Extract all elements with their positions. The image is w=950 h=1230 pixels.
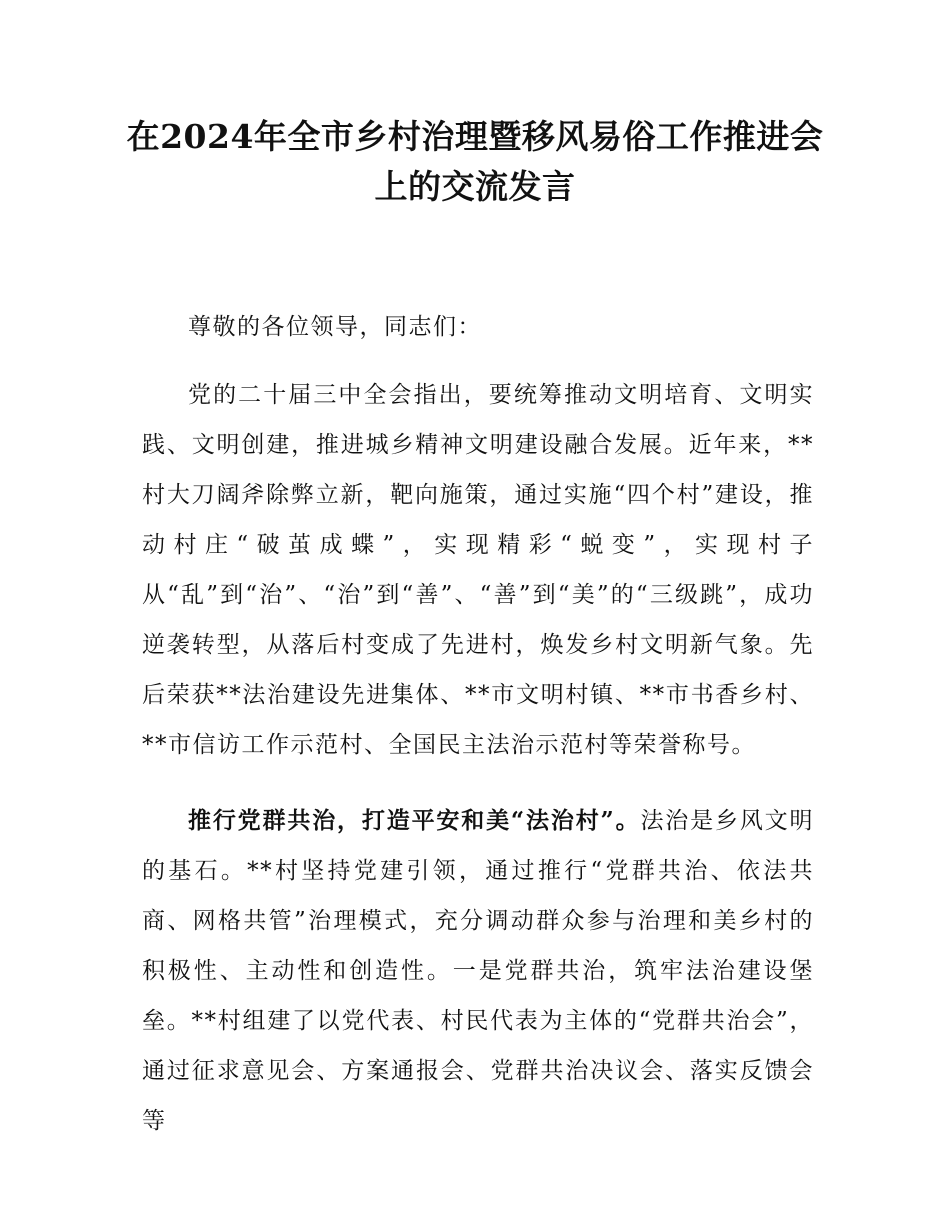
paragraph-text: 法治是乡风文明的基石。**村坚持党建引领，通过推行“党群共治、依法共商、网格共管”治理模式，充分调动群众参与治理和美乡村的积极性、主动性和创造性。一是党群共治，筑牢法治建设堡垒。**村组建了以党代表、村民代表为主体的“党群共治会”，通过征求意见会、方案通报会、党群共治决议会、落实反馈会等 [142,808,815,1134]
salutation: 尊敬的各位领导，同志们： [188,314,482,340]
paragraph-intro: 党的二十届三中全会指出，要统筹推动文明培育、文明实践、文明创建，推进城乡精神文明建设融合发展。近年来，**村大刀阔斧除弊立新，靶向施策，通过实施“四个村”建设，推动村庄“破茧成蝶”，实现精彩“蜕变”，实现村子从“乱”到“治”、“治”到“善”、“善”到“美”的“三级跳”，成功逆袭转型，从落后村变成了先进村，焕发乡村文明新气象。先后荣获**法治建设先进集体、**市文明村镇、**市书香乡村、**市信访工作示范村、全国民主法治示范村等荣誉称号。 [142,382,814,758]
paragraph-heading: 推行党群共治，打造平安和美“法治村”。 [188,807,641,834]
document-title: 在2024年全市乡村治理暨移风易俗工作推进会上的交流发言 [126,117,824,206]
paragraph-rule-of-law [142,796,814,1146]
document-body [142,302,814,1146]
